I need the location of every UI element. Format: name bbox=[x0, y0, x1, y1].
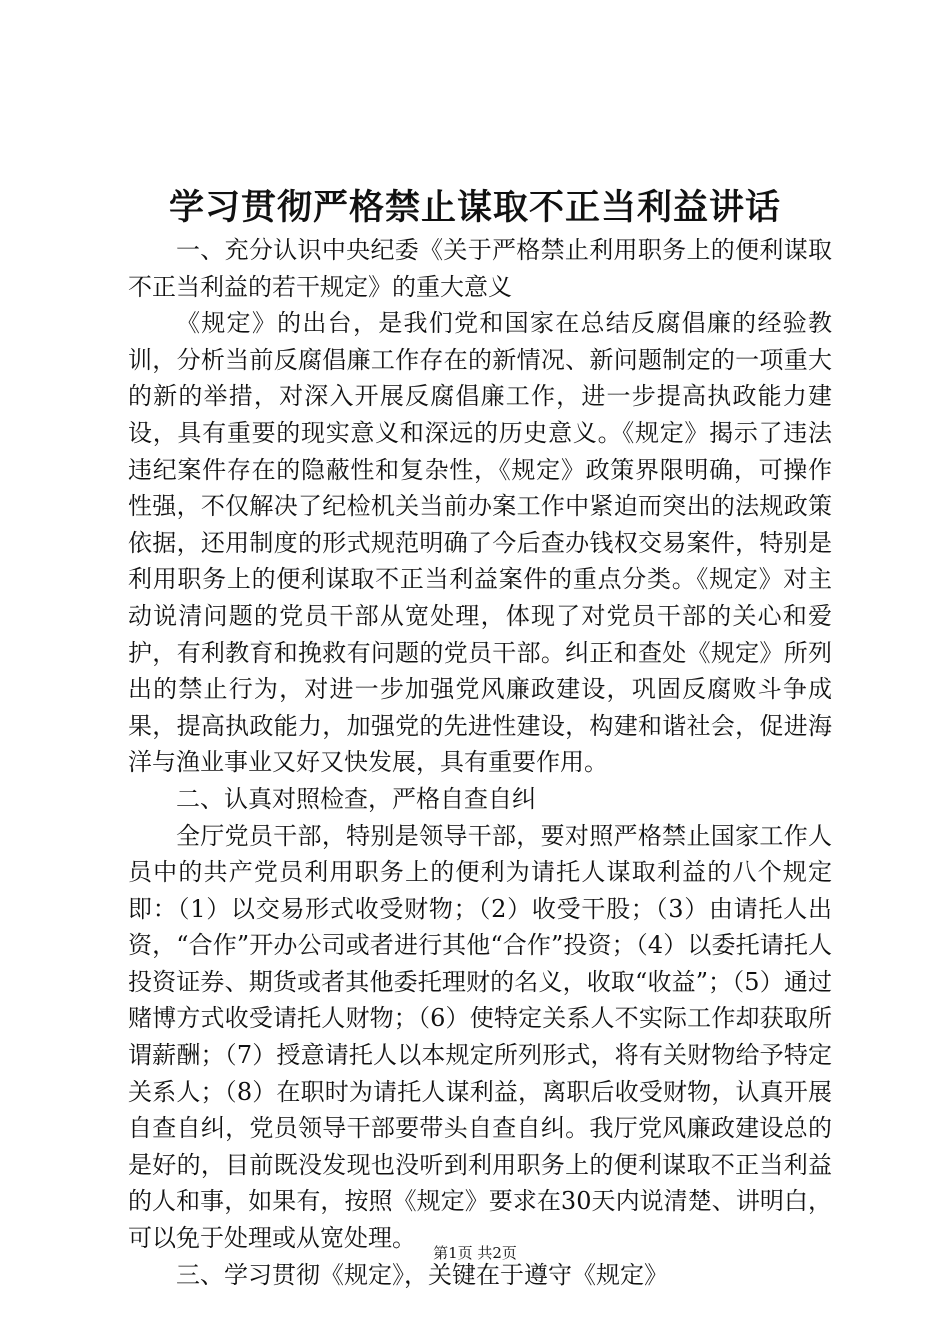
page-footer: 第1页 共2页 bbox=[433, 1244, 517, 1262]
section-heading-2: 二、认真对照检查，严格自查自纠 bbox=[176, 784, 536, 813]
body-paragraph-2: 全厅党员干部，特别是领导干部，要对照严格禁止国家工作人员中的共产党员利用职务上的便利为请托人谋取利益的八个规定即：（1）以交易形式收受财物；（2）收受干股；（3）由请托人出资，“合作”开办公司或者进行其他“合作”投资；（4）以委托请托人投资证券、期货或者其他委托理财的名义，收取“收益”；（5）通过赌博方式收受请托人财物；（6）使特定关系人不实际工作却获取所谓薪酬；（7）授意请托人以本规定所列形式，将有关财物给予特定关系人；（8）在职时为请托人谋利益，离职后收受财物，认真开展自查自纠，党员领导干部要带头自查自纠。我厅党风廉政建设总的是好的，目前既没发现也没听到利用职务上的便利谋取不正当利益的人和事，如果有，按照《规定》要求在30天内说清楚、讲明白，可以免于处理或从宽处理。 bbox=[128, 821, 832, 1253]
document-title: 学习贯彻严格禁止谋取不正当利益讲话 bbox=[168, 187, 781, 228]
section-heading-1: 一、充分认识中央纪委《关于严格禁止利用职务上的便利谋取不正当利益的若干规定》的重大意义 bbox=[128, 236, 832, 301]
body-paragraph-1: 《规定》的出台，是我们党和国家在总结反腐倡廉的经验教训，分析当前反腐倡廉工作存在的新情况、新问题制定的一项重大的新的举措，对深入开展反腐倡廉工作，进一步提高执政能力建设，具有重要的现实意义和深远的历史意义。《规定》揭示了违法违纪案件存在的隐蔽性和复杂性，《规定》政策界限明确，可操作性强，不仅解决了纪检机关当前办案工作中紧迫而突出的法规政策依据，还用制度的形式规范明确了今后查办钱权交易案件，特别是利用职务上的便利谋取不正当利益案件的重点分类。《规定》对主动说清问题的党员干部从宽处理，体现了对党员干部的关心和爱护，有利教育和挽救有问题的党员干部。纠正和查处《规定》所列出的禁止行为，对进一步加强党风廉政建设，巩固反腐败斗争成果，提高执政能力，加强党的先进性建设，构建和谐社会，促进海洋与渔业事业又好又快发展，具有重要作用。 bbox=[128, 309, 832, 777]
document-body bbox=[128, 232, 832, 1293]
section-heading-3: 三、学习贯彻《规定》，关键在于遵守《规定》 bbox=[176, 1260, 668, 1289]
